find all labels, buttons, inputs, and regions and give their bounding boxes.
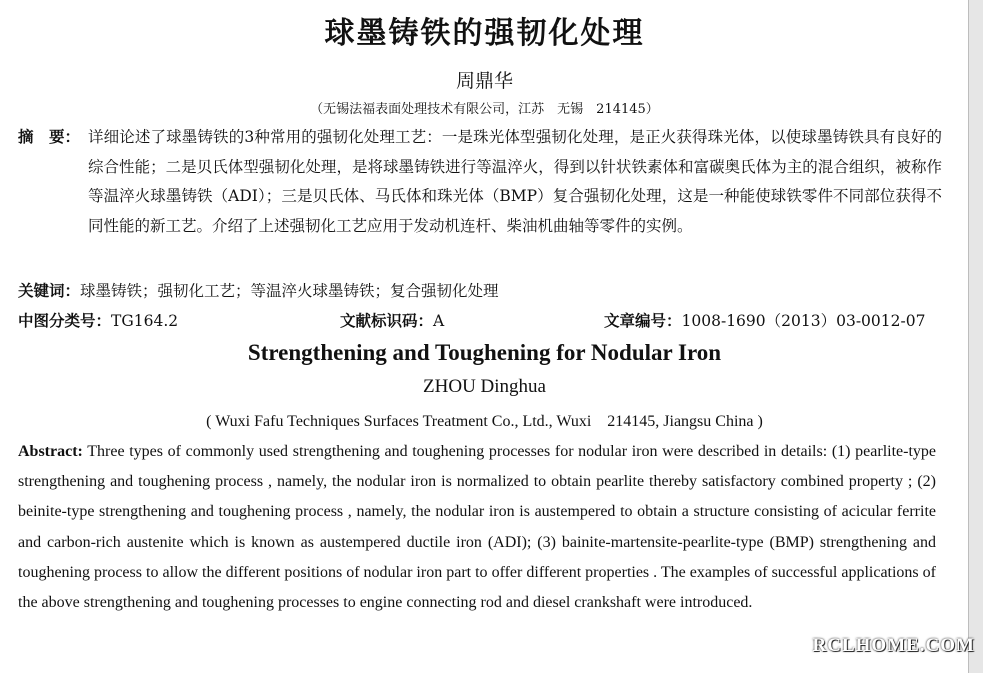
english-abstract-label: Abstract:: [18, 443, 83, 460]
chinese-abstract: [18, 123, 942, 241]
chinese-affiliation: （无锡法福表面处理技术有限公司，江苏 无锡 214145）: [310, 102, 659, 117]
chinese-keywords-label: 关键词：: [18, 282, 81, 300]
document-code: [340, 309, 444, 331]
document-code-value: A: [433, 312, 445, 330]
article-number: [604, 309, 925, 331]
chinese-title: 球墨铸铁的强韧化处理: [324, 16, 645, 51]
english-author: ZHOU Dinghua: [423, 376, 546, 397]
english-abstract: [18, 437, 936, 618]
chinese-abstract-label: 摘 要：: [18, 128, 81, 146]
clc-value: TG164.2: [111, 312, 179, 330]
chinese-abstract-text: 详细论述了球墨铸铁的3种常用的强韧化处理工艺：一是珠光体型强韧化处理，是正火获得珠光体，以使球墨铸铁具有良好的综合性能；二是贝氏体型强韧化处理，是将球墨铸铁进行等温淬火，得到以针状铁素体和富碳奥氏体为主的混合组织，被称作等温淬火球墨铸铁（ADI）；三是贝氏体、马氏体和珠光体（BMP）复合强韧化处理，这是一种能使球铁零件不同部位获得不同性能的新工艺。介绍了上述强韧化工艺应用于发动机连杆、柴油机曲轴等零件的实例。: [88, 128, 942, 235]
english-abstract-text: Three types of commonly used strengthening and toughening processes for nodular iron were described in details: (1) pearlite-type strengthening and toughening process , namely, the nodular iron is normalized to obtain pearlite thereby satisfactory combined property ; (2) beinite-type strengthening and toughening process , namely, the nodular iron is austempered to obtain a structure consisting of acicular ferrite and carbon-rich austenite which is known as austempered ductile iron (ADI); (3) bainite-martensite-pearlite-type (BMP) strengthening and toughening process to allow the different positions of nodular iron part to offer different properties . The examples of successful applications of the above strengthening and toughening processes to engine connecting rod and diesel crankshaft were introduced.: [18, 443, 936, 612]
chinese-keywords: [18, 279, 958, 301]
english-affiliation: ( Wuxi Fafu Techniques Surfaces Treatment Co., Ltd., Wuxi 214145, Jiangsu China ): [206, 413, 763, 430]
clc-number: [18, 309, 178, 331]
article-number-value: 1008-1690（2013）03-0012-07: [681, 312, 926, 330]
english-title: Strengthening and Toughening for Nodular Iron: [247, 340, 722, 365]
vertical-scrollbar[interactable]: [968, 0, 983, 673]
chinese-author: 周鼎华: [455, 70, 513, 92]
chinese-keywords-text: 球墨铸铁；强韧化工艺；等温淬火球墨铸铁；复合强韧化处理: [80, 282, 499, 300]
site-watermark: RCLHOME.COM: [812, 635, 975, 656]
clc-label: 中图分类号：: [18, 312, 112, 330]
document-code-label: 文献标识码：: [340, 312, 434, 330]
article-number-label: 文章编号：: [604, 312, 682, 330]
